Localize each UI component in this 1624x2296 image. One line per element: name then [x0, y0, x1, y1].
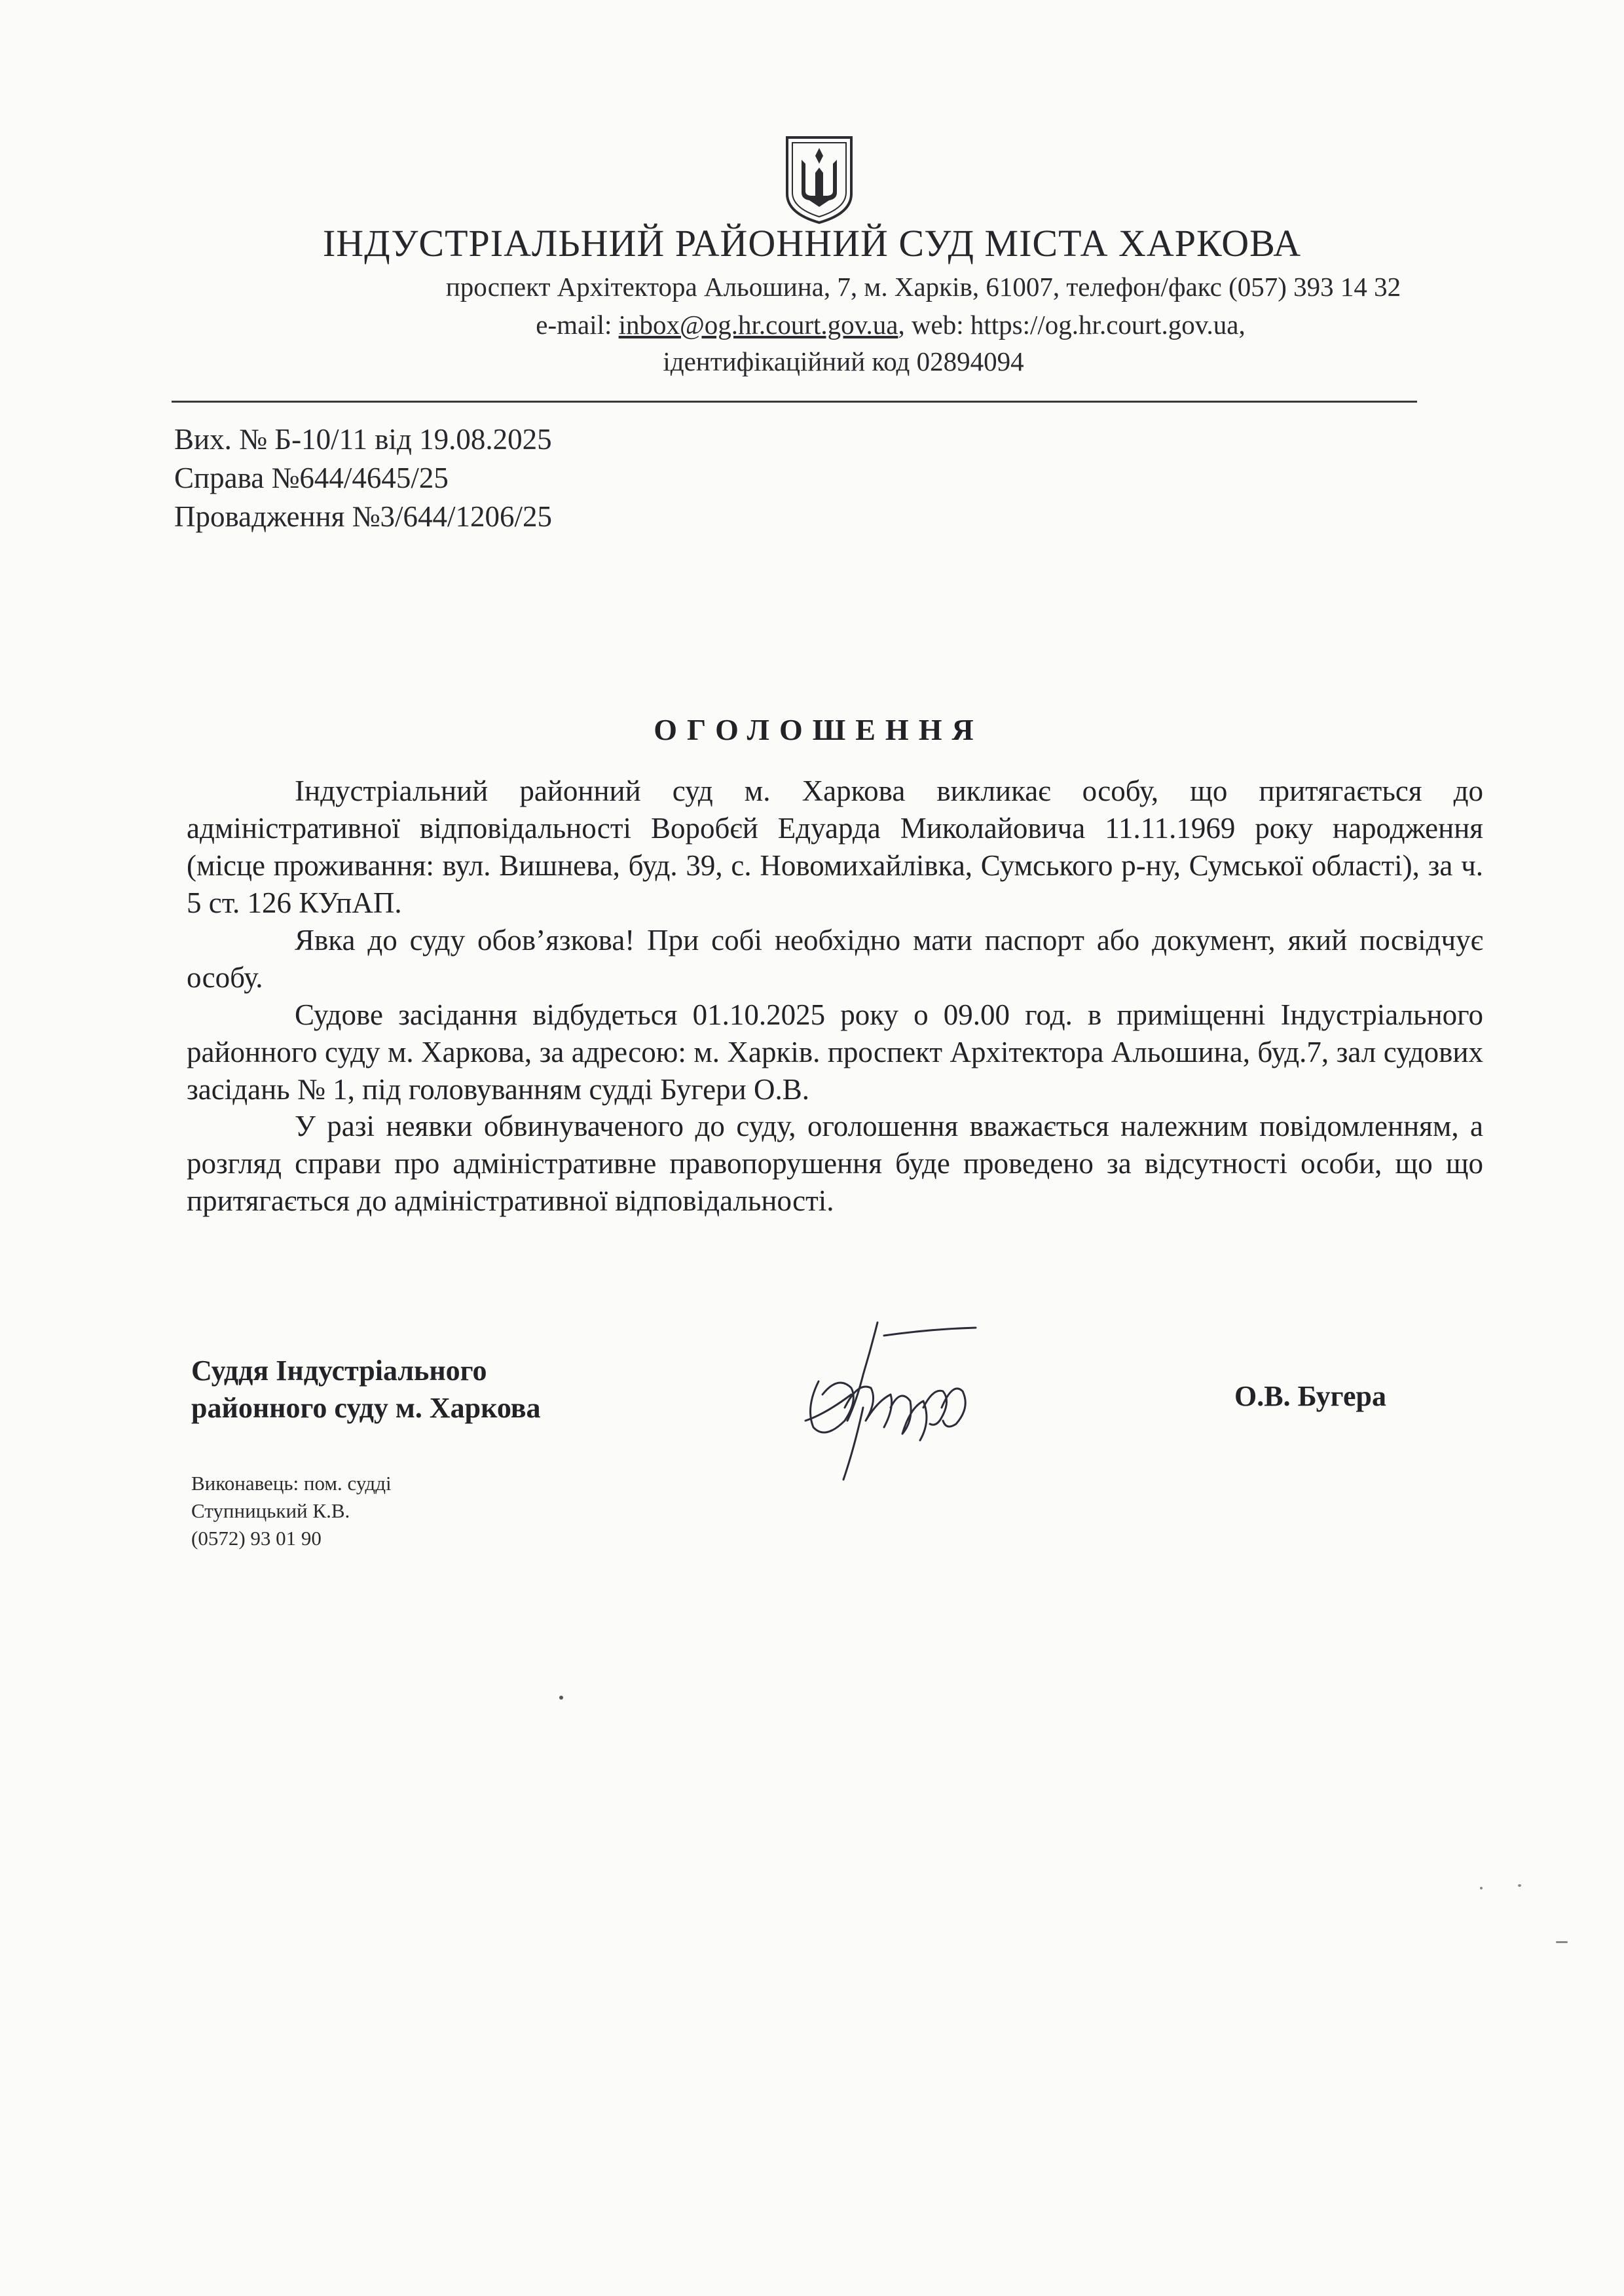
scan-speck — [1480, 1887, 1483, 1889]
handwritten-signature — [779, 1309, 995, 1486]
announcement-paragraph: Індустріальний районний суд м. Харкова викликає особу, що притягається до адміністративної відповідальності Воробєй Едуарда Миколайовича 11.11.1969 року народження (місце проживання: вул. Вишнева, буд. 39, с. Новомихайлівка, Сумського р-ну, Сумської області), за ч. 5 ст. 126 КУпАП. — [187, 774, 1483, 919]
judge-name: О.В. Бугера — [1234, 1380, 1386, 1412]
executor-name: Ступницький К.В. — [191, 1499, 350, 1522]
header-divider — [172, 401, 1417, 403]
announcement-title: ОГОЛОШЕННЯ — [654, 713, 984, 746]
ukraine-coat-of-arms-icon — [783, 134, 855, 225]
scan-speck — [559, 1696, 563, 1700]
court-contacts — [79, 309, 1624, 340]
scan-speck — [1518, 1884, 1521, 1887]
announcement-paragraph: Судове засідання відбудеться 01.10.2025 року о 09.00 год. в приміщенні Індустріального районного суду м. Харкова, за адресою: м. Харків. проспект Архітектора Альошина, буд.7, зал судових засідань № 1, під головуванням судді Бугери О.В. — [187, 998, 1483, 1106]
outgoing-number: Вих. № Б-10/11 від 19.08.2025 — [174, 423, 552, 456]
scan-speck — [1556, 1941, 1568, 1943]
web-address: , web: https://og.hr.court.gov.ua, — [898, 310, 1246, 340]
announcement-paragraph: У разі неявки обвинуваченого до суду, оголошення вважається належним повідомленням, а розгляд справи про адміністративне правопорушення буде проведено за відсутності особи, що що притягається до адміністративної відповідальності. — [187, 1110, 1483, 1217]
judge-title-line-2: районного суду м. Харкова — [191, 1392, 541, 1424]
case-number: Справа №644/4645/25 — [174, 462, 449, 494]
court-address: проспект Архітектора Альошина, 7, м. Харків, 61007, телефон/факс (057) 393 14 32 — [445, 272, 1401, 302]
court-name: ІНДУСТРІАЛЬНИЙ РАЙОННИЙ СУД МІСТА ХАРКОВА — [322, 222, 1302, 264]
court-id-code: ідентифікаційний код 02894094 — [663, 346, 1024, 376]
email-label: e-mail: — [536, 310, 619, 340]
email-link[interactable]: inbox@og.hr.court.gov.ua — [618, 310, 898, 340]
executor-label: Виконавець: пом. судді — [191, 1472, 392, 1495]
judge-title-line-1: Суддя Індустріального — [191, 1355, 487, 1387]
executor-phone: (0572) 93 01 90 — [191, 1527, 322, 1550]
proceeding-number: Провадження №3/644/1206/25 — [174, 500, 553, 533]
announcement-paragraph: Явка до суду обов’язкова! При собі необхідно мати паспорт або документ, який посвідчує особу. — [187, 924, 1483, 994]
